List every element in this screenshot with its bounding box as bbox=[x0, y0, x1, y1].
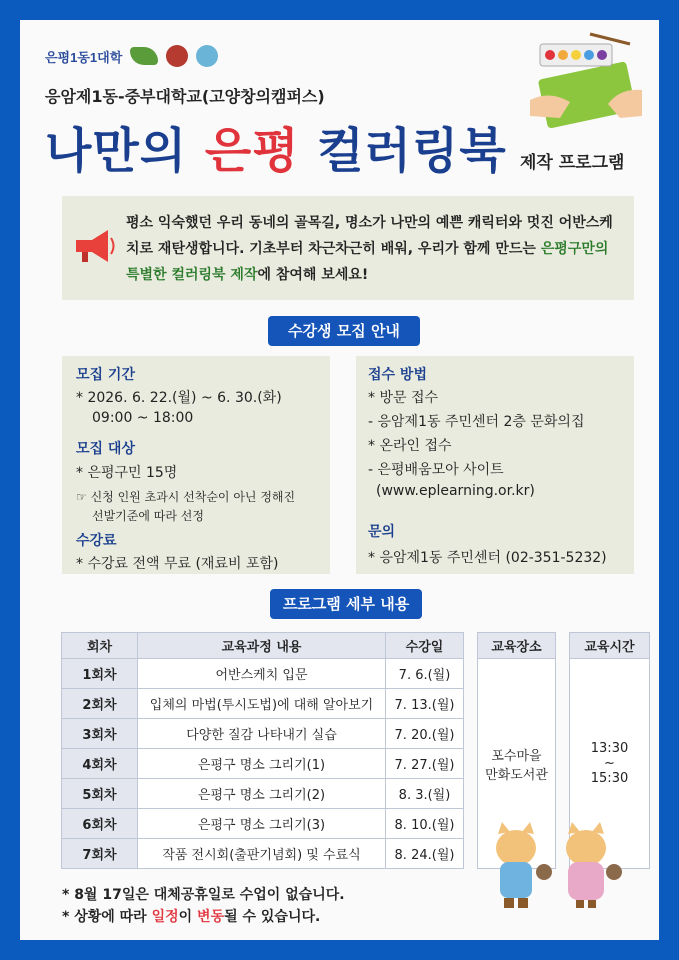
round-cell: 7회차 bbox=[62, 839, 138, 869]
apply-line2: - 응암제1동 주민센터 2층 문화의집 bbox=[368, 414, 585, 430]
course-cell: 은평구 명소 그리기(2) bbox=[138, 779, 386, 809]
intro-box bbox=[62, 196, 634, 300]
intro-text: 평소 익숙했던 우리 동네의 골목길, 명소가 나만의 예쁜 캐릭터와 멋진 어반스케치로 재탄생합니다. 기초부터 차근차근히 배워, 우리가 함께 만드는 은평구만의 특별한 컬러링북 제작에 참여해 보세요! bbox=[126, 215, 613, 283]
target-value: * 은평구민 15명 bbox=[76, 465, 178, 481]
title-suffix: 제작 프로그램 bbox=[520, 153, 625, 173]
schedule-section-label: 프로그램 세부 내용 bbox=[270, 589, 422, 619]
recruit-left-box bbox=[62, 356, 330, 574]
fee-value: * 수강료 전액 무료 (재료비 포함) bbox=[76, 556, 279, 572]
logo-row bbox=[45, 45, 218, 67]
round-cell: 1회차 bbox=[62, 659, 138, 689]
contact-label: 문의 bbox=[368, 524, 396, 540]
mascot-boy-illustration bbox=[486, 820, 556, 910]
date-cell: 8. 10.(월) bbox=[386, 809, 464, 839]
page-title: 나만의 은평 컬러링북 bbox=[45, 123, 507, 179]
holiday-note: * 8월 17일은 대체공휴일로 수업이 없습니다. bbox=[62, 887, 345, 903]
apply-line3: * 온라인 접수 bbox=[368, 438, 452, 454]
header-place: 교육장소 bbox=[478, 633, 556, 659]
header-round: 회차 bbox=[62, 633, 138, 659]
blue-logo-icon bbox=[196, 45, 218, 67]
recruit-section-label: 수강생 모집 안내 bbox=[268, 316, 420, 346]
course-cell: 작품 전시회(출판기념회) 및 수료식 bbox=[138, 839, 386, 869]
apply-line4: - 은평배움모아 사이트 bbox=[368, 462, 504, 478]
date-cell: 7. 20.(월) bbox=[386, 719, 464, 749]
time-cell: 13:30 ~ 15:30 bbox=[570, 659, 650, 869]
megaphone-icon bbox=[70, 226, 118, 266]
eunpyeong-logo-text: 은평1동1대학 bbox=[45, 49, 123, 65]
table-row bbox=[62, 659, 650, 689]
period-line1: * 2026. 6. 22.(월) ~ 6. 30.(화) bbox=[76, 390, 282, 406]
apply-line1: * 방문 접수 bbox=[368, 390, 438, 406]
page-subtitle: 응암제1동-중부대학교(고양창의캠퍼스) bbox=[45, 87, 325, 106]
round-cell: 4회차 bbox=[62, 749, 138, 779]
palette-illustration bbox=[530, 30, 642, 130]
date-cell: 7. 13.(월) bbox=[386, 689, 464, 719]
apply-line5: (www.eplearning.or.kr) bbox=[376, 483, 535, 499]
date-cell: 8. 24.(월) bbox=[386, 839, 464, 869]
recruit-right-box bbox=[356, 356, 634, 574]
mascot-girl-illustration bbox=[556, 820, 626, 910]
date-cell: 8. 3.(월) bbox=[386, 779, 464, 809]
apply-label: 접수 방법 bbox=[368, 367, 427, 383]
place-cell: 포수마을 만화도서관 bbox=[478, 659, 556, 869]
round-cell: 6회차 bbox=[62, 809, 138, 839]
university-seal-icon bbox=[166, 45, 188, 67]
table-header-row bbox=[62, 633, 650, 659]
date-cell: 7. 27.(월) bbox=[386, 749, 464, 779]
change-note: * 상황에 따라 일정이 변동될 수 있습니다. bbox=[62, 909, 321, 925]
course-cell: 어반스케치 입문 bbox=[138, 659, 386, 689]
green-logo-icon bbox=[130, 47, 158, 65]
date-cell: 7. 6.(월) bbox=[386, 659, 464, 689]
round-cell: 3회차 bbox=[62, 719, 138, 749]
target-label: 모집 대상 bbox=[76, 441, 135, 457]
target-note-line2: 선발기준에 따라 선정 bbox=[92, 509, 204, 523]
round-cell: 2회차 bbox=[62, 689, 138, 719]
fee-label: 수강료 bbox=[76, 533, 117, 549]
header-date: 수강일 bbox=[386, 633, 464, 659]
course-cell: 은평구 명소 그리기(3) bbox=[138, 809, 386, 839]
period-label: 모집 기간 bbox=[76, 367, 135, 383]
period-line2: 09:00 ~ 18:00 bbox=[92, 410, 194, 426]
round-cell: 5회차 bbox=[62, 779, 138, 809]
header-time: 교육시간 bbox=[570, 633, 650, 659]
course-cell: 은평구 명소 그리기(1) bbox=[138, 749, 386, 779]
contact-value: * 응암제1동 주민센터 (02-351-5232) bbox=[368, 550, 607, 566]
header-course: 교육과정 내용 bbox=[138, 633, 386, 659]
target-note-line1: ☞ 신청 인원 초과시 선착순이 아닌 정해진 bbox=[76, 490, 296, 504]
course-cell: 다양한 질감 나타내기 실습 bbox=[138, 719, 386, 749]
course-cell: 입체의 마법(투시도법)에 대해 알아보기 bbox=[138, 689, 386, 719]
